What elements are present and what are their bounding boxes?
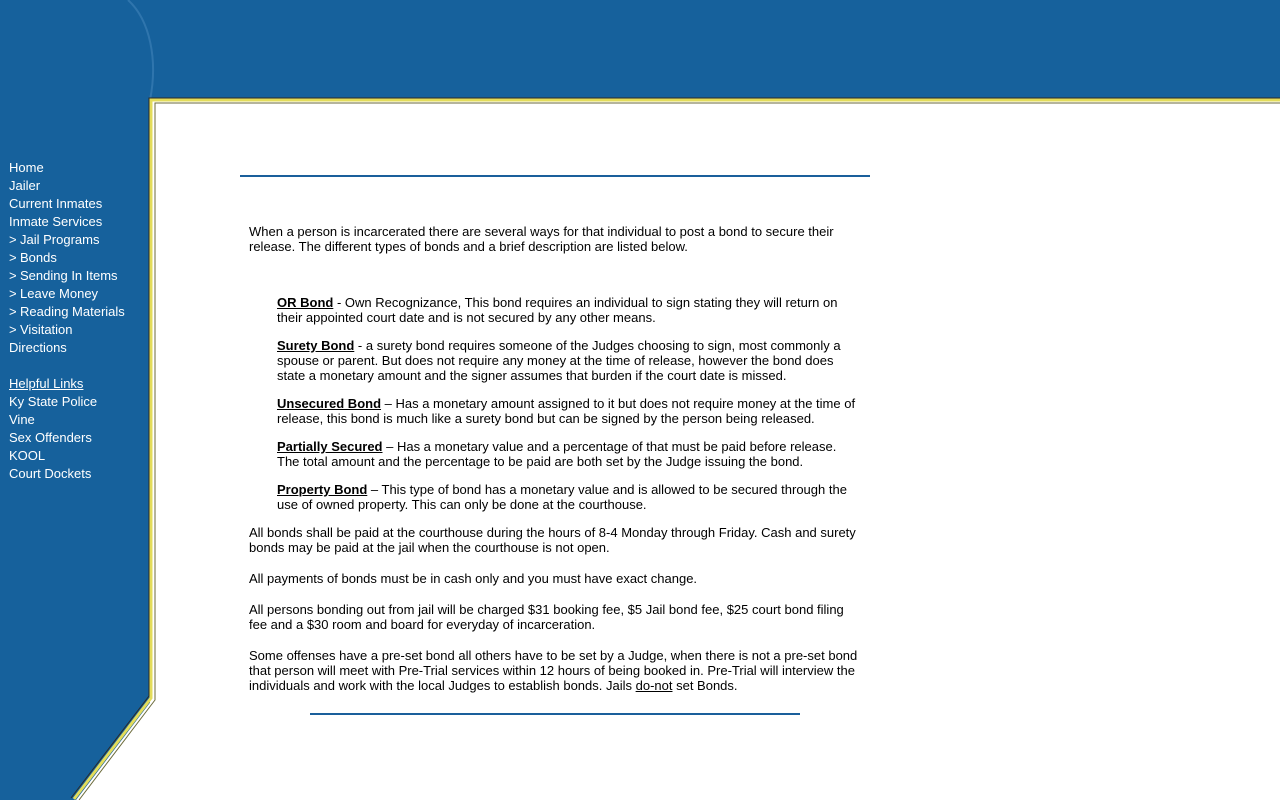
nav-label: Reading Materials: [20, 304, 125, 319]
chevron-right-icon: >: [9, 286, 17, 301]
chevron-right-icon: >: [9, 268, 17, 283]
nav-visitation[interactable]: [9, 321, 144, 339]
bond-term: Unsecured Bond: [277, 396, 382, 411]
header-band: [0, 0, 1280, 100]
chevron-right-icon: >: [9, 322, 17, 337]
bond-entry-property: [277, 482, 861, 512]
link-sex-offenders[interactable]: [9, 429, 144, 447]
helpful-links-heading[interactable]: Helpful Links: [9, 376, 84, 391]
nav-label: Court Dockets: [9, 466, 92, 481]
chevron-right-icon: >: [9, 232, 17, 247]
pretrial-text: Some offenses have a pre-set bond all others have to be set by a Judge, when there is not a pre-set bond that person will meet with Pre-Trial services within 12 hours of being booked in. Pre-Trial will interview the individuals and work with the local Judges to establish bonds. Jails: [249, 648, 858, 693]
bond-term: OR Bond: [277, 295, 334, 310]
nav-label: Bonds: [20, 250, 57, 265]
bond-term: Surety Bond: [277, 338, 355, 353]
bond-description: - a surety bond requires someone of the Judges choosing to sign, most commonly a spouse or parent. But does not require any money at the time of release, however the bond does state a monetary amount and the signer assumes that burden if the court date is missed.: [277, 338, 841, 383]
bond-description: – Has a monetary amount assigned to it but does not require money at the time of release, this bond is much like a surety bond but can be signed by the person being released.: [277, 396, 856, 426]
nav-spacer: [9, 357, 144, 375]
nav-label: KOOL: [9, 448, 46, 463]
nav-label: Visitation: [20, 322, 73, 337]
nav-label: Directions: [9, 340, 67, 355]
nav-label: Ky State Police: [9, 394, 98, 409]
chevron-right-icon: >: [9, 304, 17, 319]
bond-term: Partially Secured: [277, 439, 383, 454]
payment-method-paragraph: All payments of bonds must be in cash only and you must have exact change.: [249, 571, 698, 586]
pretrial-text-end: set Bonds.: [672, 678, 738, 693]
bond-description: – Has a monetary value and a percentage of that must be paid before release. The total amount and the percentage to be paid are both set by the Judge issuing the bond.: [277, 439, 837, 469]
payment-hours-paragraph: All bonds shall be paid at the courthouse during the hours of 8-4 Monday through Friday. Cash and surety bonds may be paid at the jail when the courthouse is not open.: [249, 525, 856, 555]
bond-entry-unsecured: [277, 396, 861, 426]
bond-term: Property Bond: [277, 482, 368, 497]
nav-label: Inmate Services: [9, 214, 103, 229]
link-kool[interactable]: [9, 447, 144, 465]
nav-reading-materials[interactable]: [9, 303, 144, 321]
bottom-divider: [310, 713, 800, 715]
nav-bonds[interactable]: [9, 249, 144, 267]
fees-paragraph: All persons bonding out from jail will be charged $31 booking fee, $5 Jail bond fee, $25 court bond filing fee and a $30 room and board for everyday of incarceration.: [249, 602, 844, 632]
bond-entry-partially-secured: [277, 439, 861, 469]
bonds-content: [249, 224, 861, 709]
nav-label: Home: [9, 160, 44, 175]
chevron-right-icon: >: [9, 250, 17, 265]
bond-entry-surety: [277, 338, 861, 383]
nav-label: Sending In Items: [20, 268, 118, 283]
bond-description: – This type of bond has a monetary value and is allowed to be secured through the use of owned property. This can only be done at the courthouse.: [277, 482, 847, 512]
nav-label: Current Inmates: [9, 196, 103, 211]
link-vine[interactable]: [9, 411, 144, 429]
nav-current-inmates[interactable]: [9, 195, 144, 213]
nav-label: Jail Programs: [20, 232, 100, 247]
intro-paragraph: When a person is incarcerated there are several ways for that individual to post a bond to secure their release. The different types of bonds and a brief description are listed below.: [249, 224, 834, 254]
bond-description: - Own Recognizance, This bond requires an individual to sign stating they will return on their appointed court date and is not secured by any other means.: [277, 295, 838, 325]
nav-home[interactable]: [9, 159, 144, 177]
nav-leave-money[interactable]: [9, 285, 144, 303]
nav-label: Leave Money: [20, 286, 99, 301]
nav-jail-programs[interactable]: [9, 231, 144, 249]
bond-entry-or: [277, 295, 861, 325]
top-divider: [240, 175, 870, 177]
pretrial-paragraph: [249, 648, 861, 693]
nav-label: Jailer: [9, 178, 41, 193]
link-court-dockets[interactable]: [9, 465, 144, 483]
sidebar-nav: [9, 159, 144, 483]
nav-label: Vine: [9, 412, 35, 427]
nav-directions[interactable]: [9, 339, 144, 357]
do-not-emphasis: do-not: [635, 678, 673, 693]
nav-inmate-services[interactable]: [9, 213, 144, 231]
nav-label: Sex Offenders: [9, 430, 92, 445]
nav-jailer[interactable]: [9, 177, 144, 195]
link-ky-state-police[interactable]: [9, 393, 144, 411]
nav-sending-in-items[interactable]: [9, 267, 144, 285]
